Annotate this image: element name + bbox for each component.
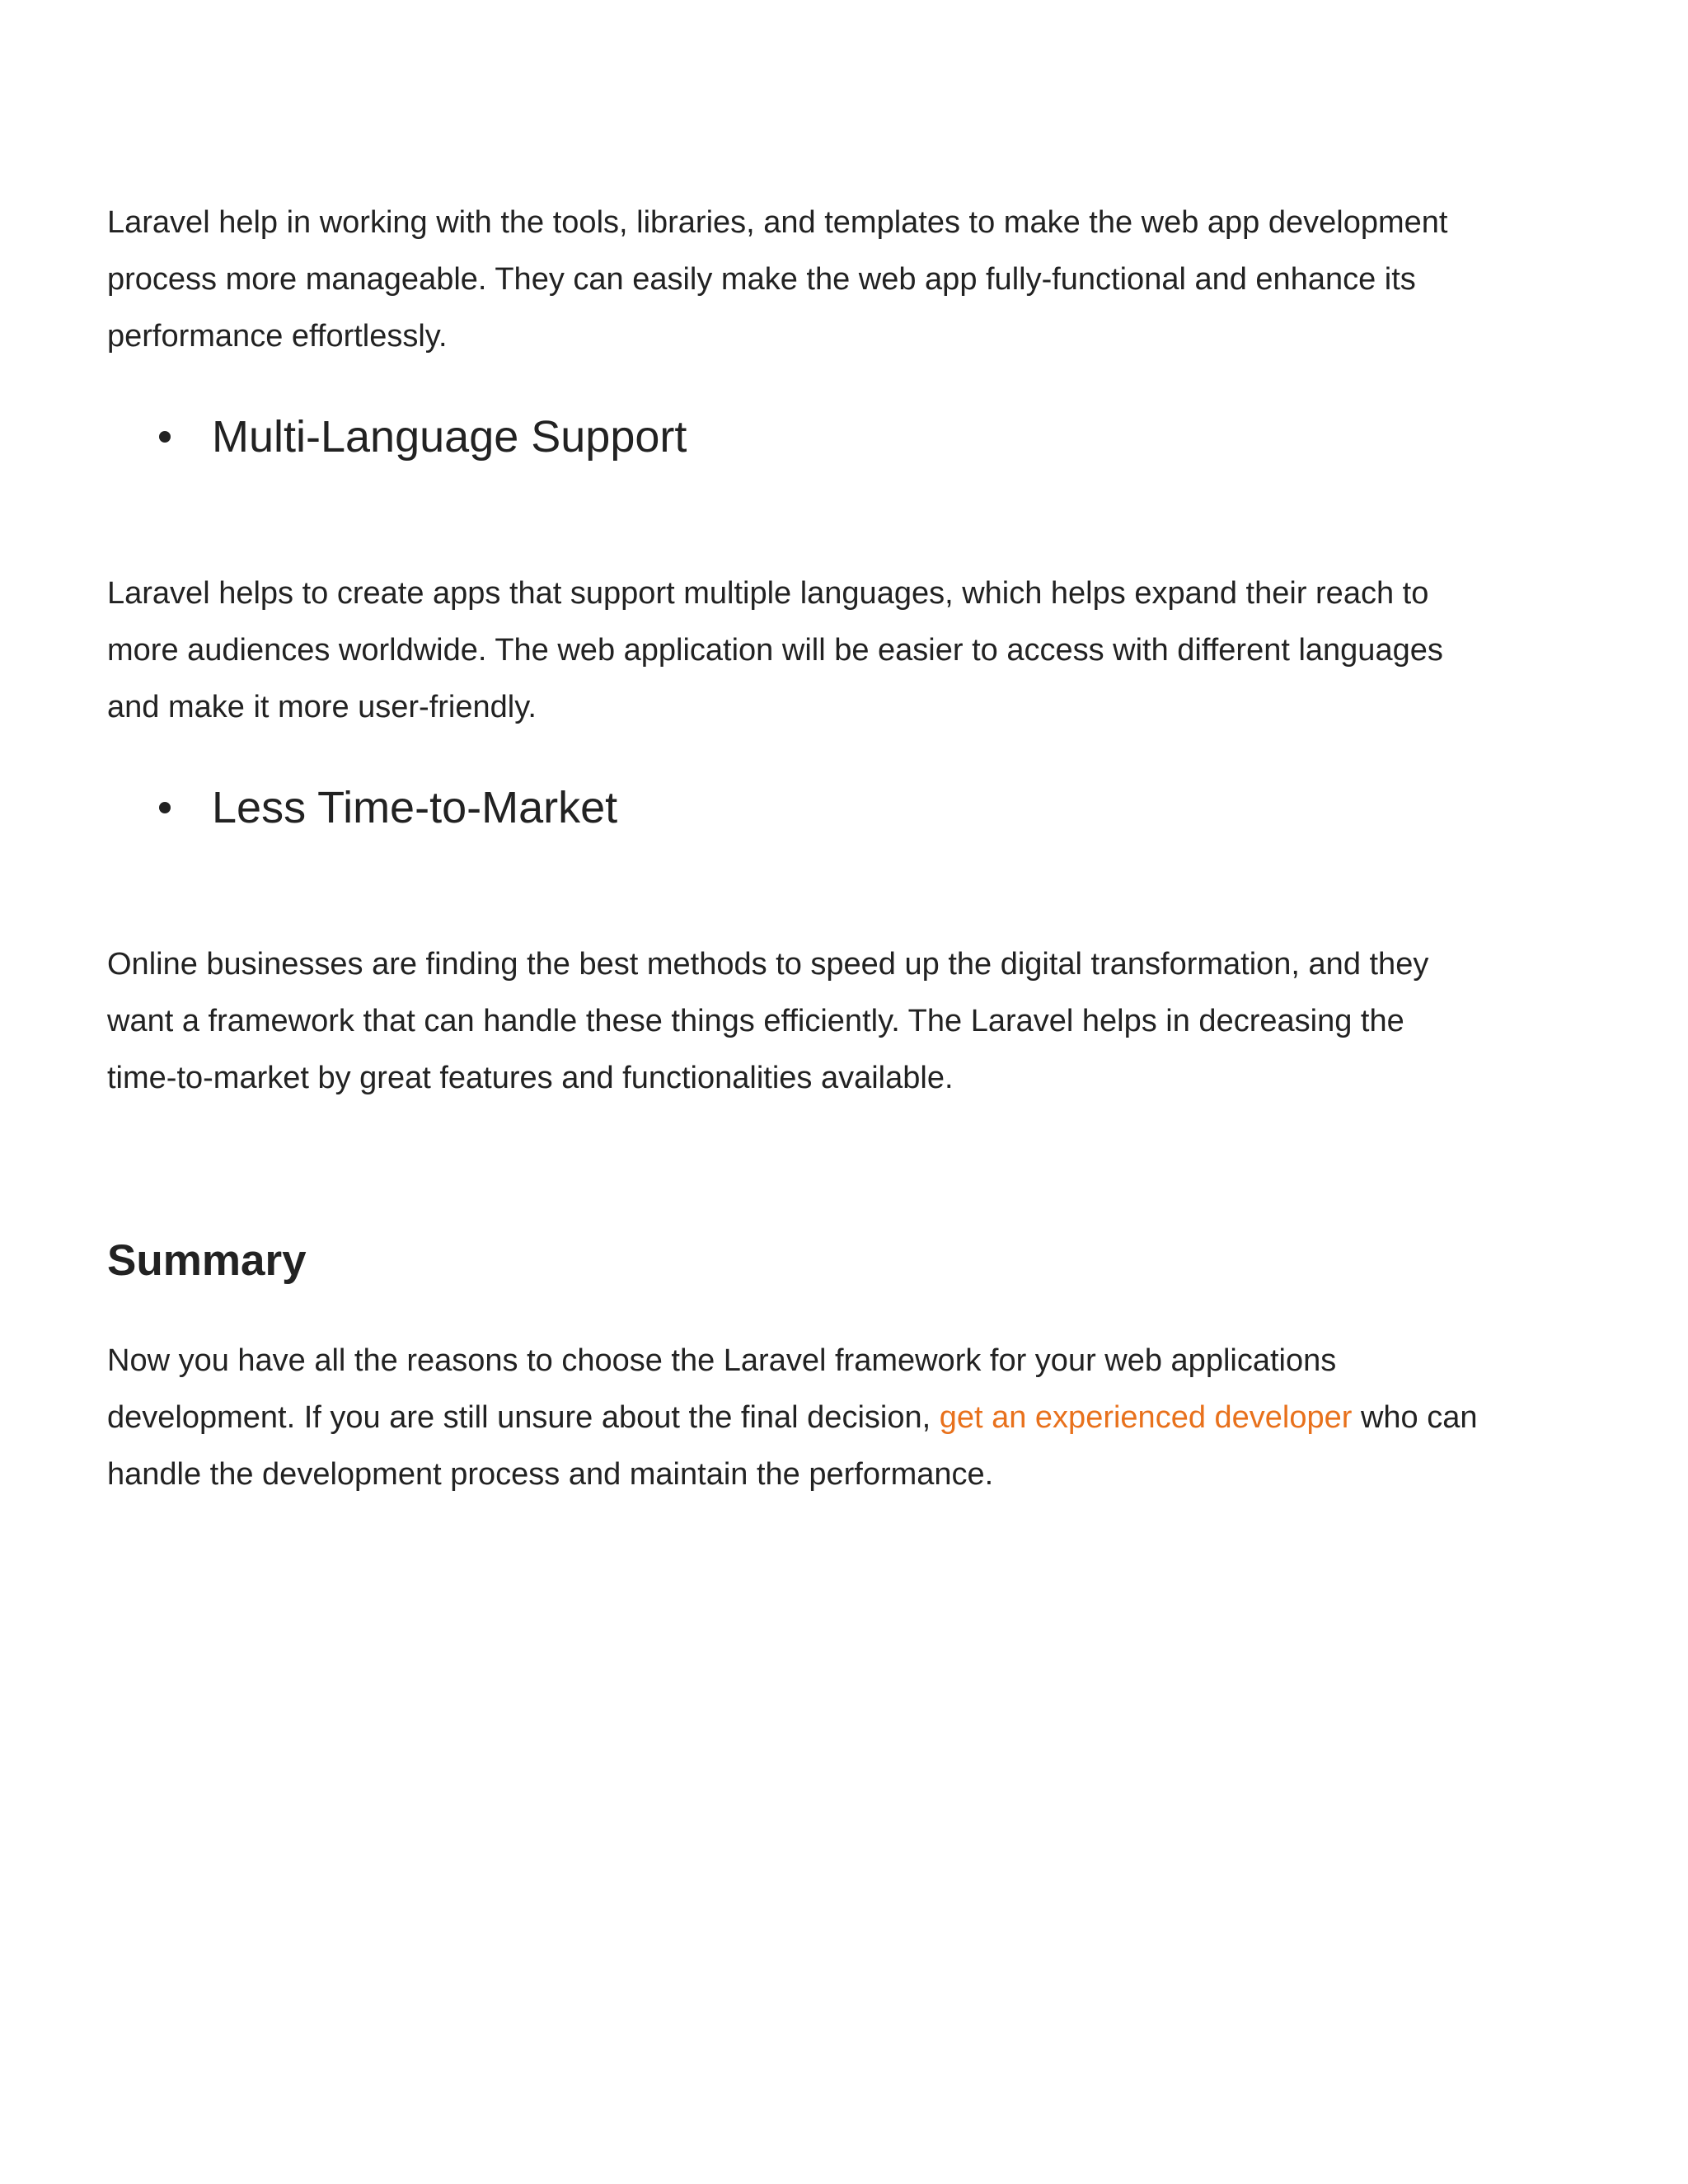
paragraph-line: Laravel help in working with the tools, libraries, and templates to make the web app development (107, 205, 1448, 240)
bullet-dot-icon (159, 431, 171, 443)
paragraph-line: Now you have all the reasons to choose the Laravel framework for your web applications (107, 1343, 1337, 1378)
paragraph-laravel-tools (107, 194, 1566, 365)
paragraph-line: want a framework that can handle these things efficiently. The Laravel helps in decreasing the (107, 1004, 1404, 1038)
paragraph-time-to-market (107, 936, 1566, 1107)
paragraph-line: Online businesses are finding the best methods to speed up the digital transformation, and they (107, 947, 1429, 982)
paragraph-line: Laravel helps to create apps that support multiple languages, which helps expand their reach to (107, 576, 1429, 611)
bullet-multi-language-support (159, 410, 687, 463)
paragraph-line: performance effortlessly. (107, 319, 448, 354)
paragraph-line (107, 1390, 1566, 1446)
paragraph-summary (107, 1333, 1566, 1503)
paragraph-line: time-to-market by great features and functionalities available. (107, 1061, 954, 1095)
paragraph-multi-language (107, 565, 1566, 736)
bullet-heading-text: Less Time-to-Market (212, 783, 618, 832)
summary-heading: Summary (107, 1236, 307, 1285)
paragraph-line: more audiences worldwide. The web application will be easier to access with different languages (107, 633, 1443, 668)
bullet-less-time-to-market (159, 781, 617, 834)
summary-text-after-link: who can (1352, 1400, 1478, 1435)
summary-text-before-link: development. If you are still unsure about the final decision, (107, 1400, 940, 1435)
bullet-dot-icon (159, 802, 171, 813)
paragraph-line: and make it more user-friendly. (107, 690, 537, 724)
paragraph-line: process more manageable. They can easily make the web app fully-functional and enhance its (107, 262, 1416, 297)
bullet-heading-text: Multi-Language Support (212, 412, 687, 462)
paragraph-line: handle the development process and maintain the performance. (107, 1457, 994, 1492)
experienced-developer-link[interactable]: get an experienced developer (939, 1400, 1353, 1435)
